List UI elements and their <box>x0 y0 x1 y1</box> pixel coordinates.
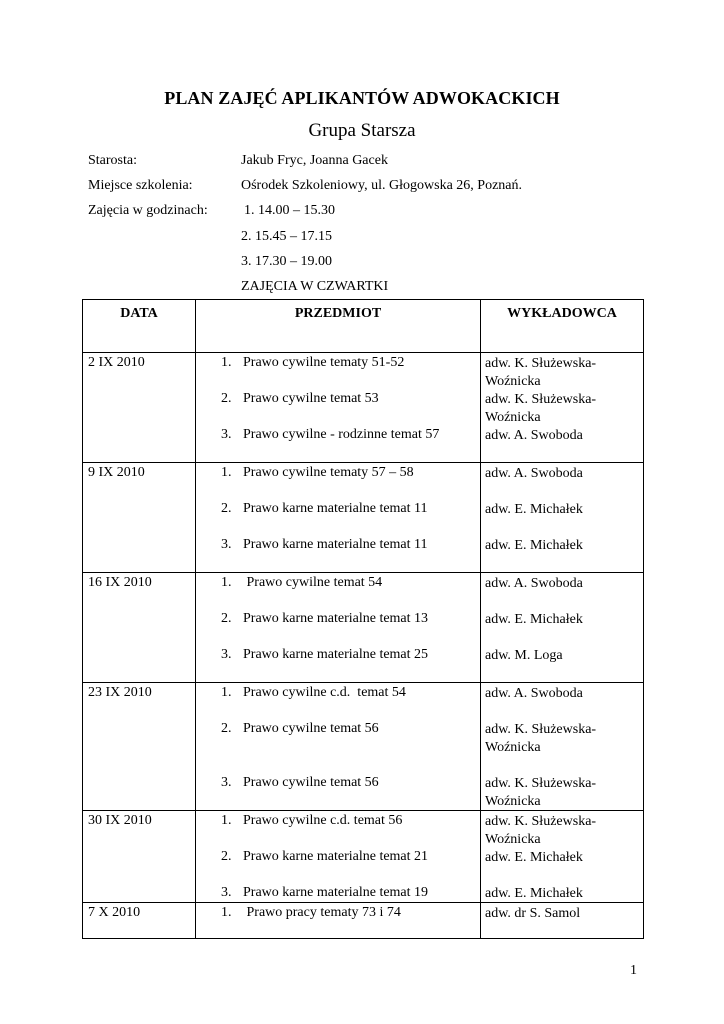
starosta-value: Jakub Fryc, Joanna Gacek <box>241 153 388 168</box>
page-subtitle: Grupa Starsza <box>308 120 416 141</box>
subject-number: 2. <box>221 849 232 864</box>
page-title: PLAN ZAJĘĆ APLIKANTÓW ADWOKACKICH <box>164 88 560 108</box>
subject-number: 2. <box>221 391 232 406</box>
lecturer-line: adw. A. Swoboda <box>485 466 583 481</box>
subject-cell <box>196 903 481 939</box>
lecturer-line: Woźnicka <box>485 794 541 809</box>
lecturer-line: adw. E. Michałek <box>485 502 583 517</box>
subject-text: Prawo karne materialne temat 13 <box>243 611 429 626</box>
lecturer-line: adw. A. Swoboda <box>485 576 583 591</box>
subject-text: Prawo karne materialne temat 19 <box>243 885 429 900</box>
col-header-subject: PRZEDMIOT <box>196 300 481 353</box>
hours-slot-1: 1. 14.00 – 15.30 <box>244 203 335 218</box>
lecturer-line: Woźnicka <box>485 740 541 755</box>
subject-text: Prawo cywilne temat 56 <box>243 775 379 790</box>
table-row <box>83 353 644 463</box>
lecturer-line: Woźnicka <box>485 410 541 425</box>
lecturer-line: adw. M. Loga <box>485 648 563 663</box>
subject-text: Prawo cywilne temat 53 <box>243 391 379 406</box>
lecturer-line: adw. E. Michałek <box>485 612 583 627</box>
table-row <box>83 573 644 683</box>
col-header-lecturer: WYKŁADOWCA <box>481 300 644 353</box>
subject-number: 3. <box>221 537 232 552</box>
lecturer-line: adw. K. Służewska- <box>485 392 597 407</box>
subject-number: 1. <box>221 575 232 590</box>
subject-text: Prawo cywilne c.d. temat 54 <box>243 685 406 700</box>
location-label: Miejsce szkolenia: <box>88 178 193 193</box>
lecturer-line: Woźnicka <box>485 374 541 389</box>
lecturer-line: adw. A. Swoboda <box>485 428 583 443</box>
subject-text: Prawo cywilne temat 56 <box>243 721 379 736</box>
subject-cell <box>196 463 481 573</box>
lecturer-line: adw. K. Służewska- <box>485 722 597 737</box>
subject-text: Prawo karne materialne temat 11 <box>243 501 428 516</box>
table-row <box>83 463 644 573</box>
table-row <box>83 903 644 939</box>
subject-number: 3. <box>221 427 232 442</box>
date-cell: 30 IX 2010 <box>83 811 196 903</box>
subject-number: 3. <box>221 885 232 900</box>
subject-text: Prawo cywilne - rodzinne temat 57 <box>243 427 440 442</box>
date-cell: 7 X 2010 <box>83 903 196 939</box>
schedule-day: ZAJĘCIA W CZWARTKI <box>241 279 389 294</box>
subject-text: Prawo pracy tematy 73 i 74 <box>243 905 401 920</box>
lecturer-line: adw. E. Michałek <box>485 538 583 553</box>
subject-number: 1. <box>221 685 232 700</box>
lecturer-cell <box>481 353 644 463</box>
lecturer-cell <box>481 903 644 939</box>
subject-cell <box>196 573 481 683</box>
subject-text: Prawo cywilne temat 54 <box>243 575 383 590</box>
page-number: 1 <box>630 963 637 978</box>
lecturer-cell <box>481 683 644 811</box>
subject-number: 1. <box>221 813 232 828</box>
subject-text: Prawo karne materialne temat 21 <box>243 849 429 864</box>
table-row <box>83 683 644 811</box>
subject-number: 2. <box>221 501 232 516</box>
subject-number: 1. <box>221 465 232 480</box>
lecturer-cell <box>481 463 644 573</box>
col-header-date: DATA <box>83 300 196 353</box>
lecturer-line: adw. K. Służewska- <box>485 776 597 791</box>
subject-number: 3. <box>221 647 232 662</box>
hours-slot-2: 2. 15.45 – 17.15 <box>241 229 332 244</box>
lecturer-line: adw. E. Michałek <box>485 886 583 901</box>
lecturer-cell <box>481 573 644 683</box>
lecturer-line: adw. dr S. Samol <box>485 906 581 921</box>
subject-text: Prawo karne materialne temat 11 <box>243 537 428 552</box>
starosta-label: Starosta: <box>88 153 137 168</box>
lecturer-line: adw. K. Służewska- <box>485 814 597 829</box>
subject-cell <box>196 811 481 903</box>
date-cell: 9 IX 2010 <box>83 463 196 573</box>
lecturer-line: adw. E. Michałek <box>485 850 583 865</box>
subject-text: Prawo karne materialne temat 25 <box>243 647 429 662</box>
date-cell: 23 IX 2010 <box>83 683 196 811</box>
lecturer-cell <box>481 811 644 903</box>
lecturer-line: adw. K. Służewska- <box>485 356 597 371</box>
subject-cell <box>196 683 481 811</box>
subject-number: 3. <box>221 775 232 790</box>
subject-number: 1. <box>221 905 232 920</box>
subject-text: Prawo cywilne tematy 51-52 <box>243 355 405 370</box>
date-cell: 16 IX 2010 <box>83 573 196 683</box>
location-value: Ośrodek Szkoleniowy, ul. Głogowska 26, Poznań. <box>241 178 523 193</box>
lecturer-line: adw. A. Swoboda <box>485 686 583 701</box>
subject-cell <box>196 353 481 463</box>
subject-number: 2. <box>221 611 232 626</box>
subject-number: 2. <box>221 721 232 736</box>
table-header-row <box>83 300 644 353</box>
lecturer-line: Woźnicka <box>485 832 541 847</box>
hours-label: Zajęcia w godzinach: <box>88 203 208 218</box>
table-row <box>83 811 644 903</box>
subject-text: Prawo cywilne tematy 57 – 58 <box>243 465 414 480</box>
date-cell: 2 IX 2010 <box>83 353 196 463</box>
schedule-table <box>82 299 644 939</box>
subject-number: 1. <box>221 355 232 370</box>
hours-slot-3: 3. 17.30 – 19.00 <box>241 254 332 269</box>
subject-text: Prawo cywilne c.d. temat 56 <box>243 813 403 828</box>
